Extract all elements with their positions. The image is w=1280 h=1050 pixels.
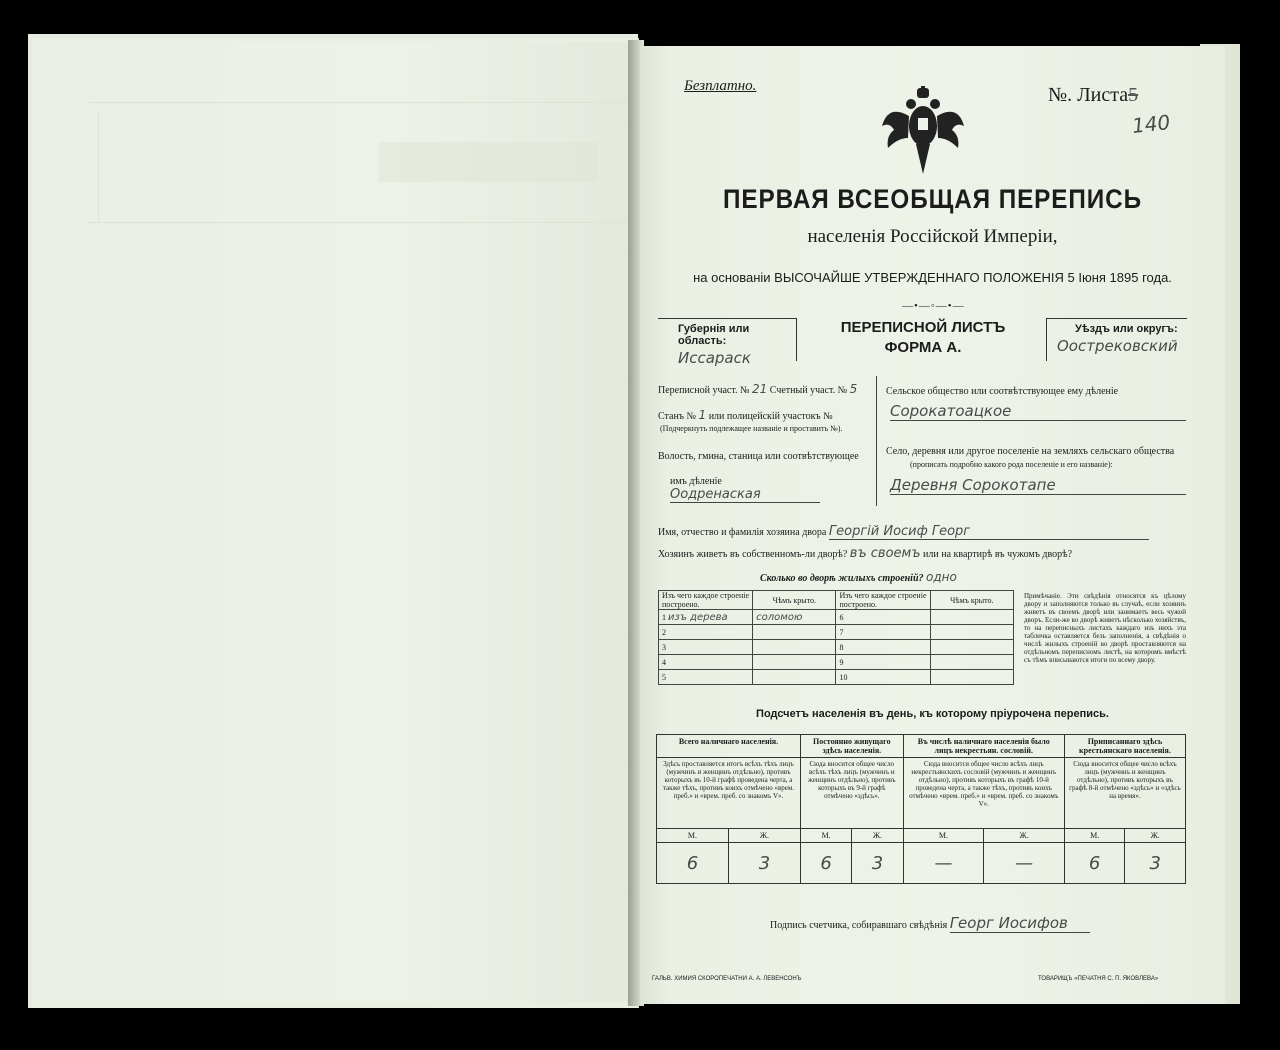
buildings-label: Сколько во дворѣ жилыхъ строеній? xyxy=(760,573,924,584)
table-row xyxy=(659,610,1014,625)
village-value: Деревня Сорокотапе xyxy=(890,476,1186,495)
volost-row xyxy=(670,476,870,503)
counting-district-label: Счетный участ. № xyxy=(769,385,848,396)
table-row xyxy=(659,670,1014,685)
footer-left: ГАЛЬВ. ХИМИЯ СКОРОПЕЧАТНИ А. А. ЛЕВЕНСОНЪ xyxy=(652,976,802,982)
pop-value: 3 xyxy=(728,843,800,884)
buildings-note: Примѣчаніе. Эти свѣдѣнія относятся къ цѣлому двору и заполняются только въ случаѣ, если хозяинъ живетъ въ своемъ дворѣ или занимаетъ весь чужой дворъ. Если-же во дворѣ живетъ нѣсколько хозяйствъ, то на переписныхъ листахъ каждаго изъ нихъ эта табличка оставляется безъ заполненія, а свѣдѣнія о числѣ жилыхъ строеній во дворѣ проставляются на отдѣльномъ переписномъ листѣ, на которомъ вмѣстѣ съ тѣмъ вписываются итоги по всему двору. xyxy=(1024,592,1186,664)
left-page xyxy=(38,42,636,1002)
subtitle: населенія Россійской Имперіи, xyxy=(807,226,1058,247)
village-note: (прописать подробно какого рода поселеніе и его названіе): xyxy=(910,460,1113,469)
owner-name-value: Георгій Иосиф Георг xyxy=(829,524,1149,540)
stan-label: Станъ № xyxy=(658,411,697,422)
census-district-value: 21 xyxy=(752,382,768,396)
row-num: 2 xyxy=(659,625,753,640)
pop-value: — xyxy=(984,843,1065,884)
pop-header-nonpeasant: Въ числѣ наличнаго населенія было лицъ некрестьян. сословій. xyxy=(903,735,1064,758)
buildings-row xyxy=(760,570,957,584)
stan-value: 1 xyxy=(698,408,707,422)
stan-row xyxy=(658,408,870,422)
pop-value: 3 xyxy=(852,843,903,884)
table-row xyxy=(659,640,1014,655)
census-form-page xyxy=(640,46,1225,1004)
owner-lives-label: Хозяинъ живетъ въ собственномъ-ли дворѣ? xyxy=(658,549,848,560)
col-material-header-2: Изъ чего каждое строеніе построено. xyxy=(836,591,930,610)
owner-name-label: Имя, отчество и фамилія хозяина двора xyxy=(658,527,827,538)
sex-m: М. xyxy=(1064,829,1125,843)
sheet-number xyxy=(1048,84,1138,107)
ghost-line xyxy=(88,222,628,223)
imperial-eagle-icon xyxy=(880,86,966,178)
province-label: Губернія или область: xyxy=(678,323,750,347)
row-num: 5 xyxy=(659,670,753,685)
owner-lives-row xyxy=(658,546,1198,561)
pop-value: 6 xyxy=(800,843,851,884)
province-value: Иссараск xyxy=(678,349,751,367)
footer-right: ТОВАРИЩЪ «ПЕЧАТНЯ С. П. ЯКОВЛЕВА» xyxy=(1038,976,1159,982)
page-title: ПЕРВАЯ ВСЕОБЩАЯ ПЕРЕПИСЬ xyxy=(723,184,1142,214)
district-label: Уѣздъ или округъ: xyxy=(1075,323,1178,335)
society-label: Сельское общество или соотвѣтствующее ему дѣленіе xyxy=(886,386,1119,397)
col-roof-header-2: Чѣмъ крыто. xyxy=(930,591,1013,610)
sheet-number-handwritten: 140 xyxy=(1130,110,1172,138)
row-num: 4 xyxy=(659,655,753,670)
pop-header-permanent: Постоянно живущаго здѣсь населенія. xyxy=(800,735,903,758)
row-num: 8 xyxy=(836,640,930,655)
divider-ornament: —•—◦—•— xyxy=(902,300,965,312)
ghost-line xyxy=(98,112,99,222)
sex-m: М. xyxy=(800,829,851,843)
underline-note: (Подчеркнуть подлежащее названіе и проставить №). xyxy=(660,424,843,433)
sheet-title-line1: ПЕРЕПИСНОЙ ЛИСТЪ xyxy=(840,319,1006,336)
pop-header-peasant: Приписаннаго здѣсь крестьянскаго населенія. xyxy=(1064,735,1185,758)
pop-value: 6 xyxy=(1064,843,1125,884)
society-value: Сорокатоацкое xyxy=(890,402,1186,421)
buildings-table xyxy=(658,590,1014,685)
district-box xyxy=(1046,318,1187,361)
owner-or-label: или на квартирѣ въ чужомъ дворѣ? xyxy=(923,549,1073,560)
sheet-title-line2: ФОРМА А. xyxy=(884,339,962,356)
volost-value: Оодренаская xyxy=(670,487,820,503)
district-value: Оострековский xyxy=(1057,337,1178,355)
signature-row xyxy=(770,914,1190,933)
pop-value: 6 xyxy=(657,843,729,884)
buildings-value: одно xyxy=(926,570,957,584)
sex-m: М. xyxy=(657,829,729,843)
row-num: 10 xyxy=(836,670,930,685)
volost-label: Волость, гмина, станица или соотвѣтствующее xyxy=(658,451,859,462)
ghost-line xyxy=(88,102,628,103)
pop-values-row xyxy=(657,843,1186,884)
sex-zh: Ж. xyxy=(852,829,903,843)
row-num: 7 xyxy=(836,625,930,640)
owner-lives-value: въ своемъ xyxy=(849,546,921,561)
district-numbers xyxy=(658,382,870,396)
sheet-label: №. Листа xyxy=(1048,84,1129,106)
sex-zh: Ж. xyxy=(984,829,1065,843)
pop-desc-nonpeasant: Сюда вносится общее число всѣхъ лицъ некрестьянскихъ сословій (мужчинъ и женщинъ отдѣльно), противъ которыхъ въ графѣ 10-й проведена черта, а также тѣхъ, противъ коихъ отмѣчено «врем. преб.» и «врем. преб. со знакомъ V». xyxy=(903,758,1064,829)
village-label: Село, деревня или другое поселеніе на земляхъ сельскаго общества xyxy=(886,446,1175,457)
row-material: изъ дерева xyxy=(668,611,728,623)
signature-label: Подпись счетчика, собиравшаго свѣдѣнія xyxy=(770,920,948,931)
free-label: Безплатно. xyxy=(684,78,757,94)
table-row xyxy=(659,655,1014,670)
vertical-divider xyxy=(876,376,877,506)
ghost-text-block xyxy=(378,142,598,182)
population-table xyxy=(656,734,1186,884)
pop-value: — xyxy=(903,843,984,884)
pop-desc-peasant: Сюда вносится общее число всѣхъ лицъ (мужчинъ и женщинъ отдѣльно), противъ которыхъ въ графѣ 8-й отмѣчено «здѣсь» и «здѣсь на время». xyxy=(1064,758,1185,829)
province-box xyxy=(658,318,797,367)
row-roof: соломою xyxy=(753,610,836,625)
pop-desc-total: Здѣсь проставляется итогъ всѣхъ тѣхъ лицъ (мужчинъ и женщинъ отдѣльно), противъ которыхъ въ 10-й графѣ проведена черта, а также тѣхъ, противъ коихъ отмѣчено «врем. преб.» и «врем. преб. со знакомъ V». xyxy=(657,758,801,829)
pop-desc-permanent: Сюда вносится общее число всѣхъ тѣхъ лицъ (мужчинъ и женщинъ отдѣльно), противъ которыхъ въ 9-й графѣ отмѣчено «здѣсь». xyxy=(800,758,903,829)
pop-sex-row xyxy=(657,829,1186,843)
census-district-label: Переписной участ. № xyxy=(658,385,750,396)
sheet-num-struck: 5 xyxy=(1128,84,1139,106)
sex-zh: Ж. xyxy=(1125,829,1186,843)
counting-district-value: 5 xyxy=(849,382,858,396)
col-material-header: Изъ чего каждое строеніе построено. xyxy=(659,591,753,610)
owner-name-row xyxy=(658,524,1188,540)
row-num: 9 xyxy=(836,655,930,670)
row-num: 1 xyxy=(662,612,666,622)
sex-zh: Ж. xyxy=(728,829,800,843)
signature-value: Георг Иосифов xyxy=(950,914,1090,933)
col-roof-header: Чѣмъ крыто. xyxy=(753,591,836,610)
row-num: 3 xyxy=(659,640,753,655)
police-label: или полицейскій участокъ № xyxy=(708,411,833,422)
sex-m: М. xyxy=(903,829,984,843)
sheet-title xyxy=(800,318,1046,358)
pop-value: 3 xyxy=(1125,843,1186,884)
row-num: 6 xyxy=(836,610,930,625)
population-title: Подсчетъ населенія въ день, къ которому пріурочена перепись. xyxy=(756,708,1109,720)
pop-header-total: Всего наличнаго населенія. xyxy=(657,735,801,758)
volost-label-2: имъ дѣленіе xyxy=(670,476,722,487)
table-row xyxy=(659,625,1014,640)
decree-line: на основаніи ВЫСОЧАЙШЕ УТВЕРЖДЕННАГО ПОЛОЖЕНІЯ 5 Іюня 1895 года. xyxy=(693,270,1172,285)
